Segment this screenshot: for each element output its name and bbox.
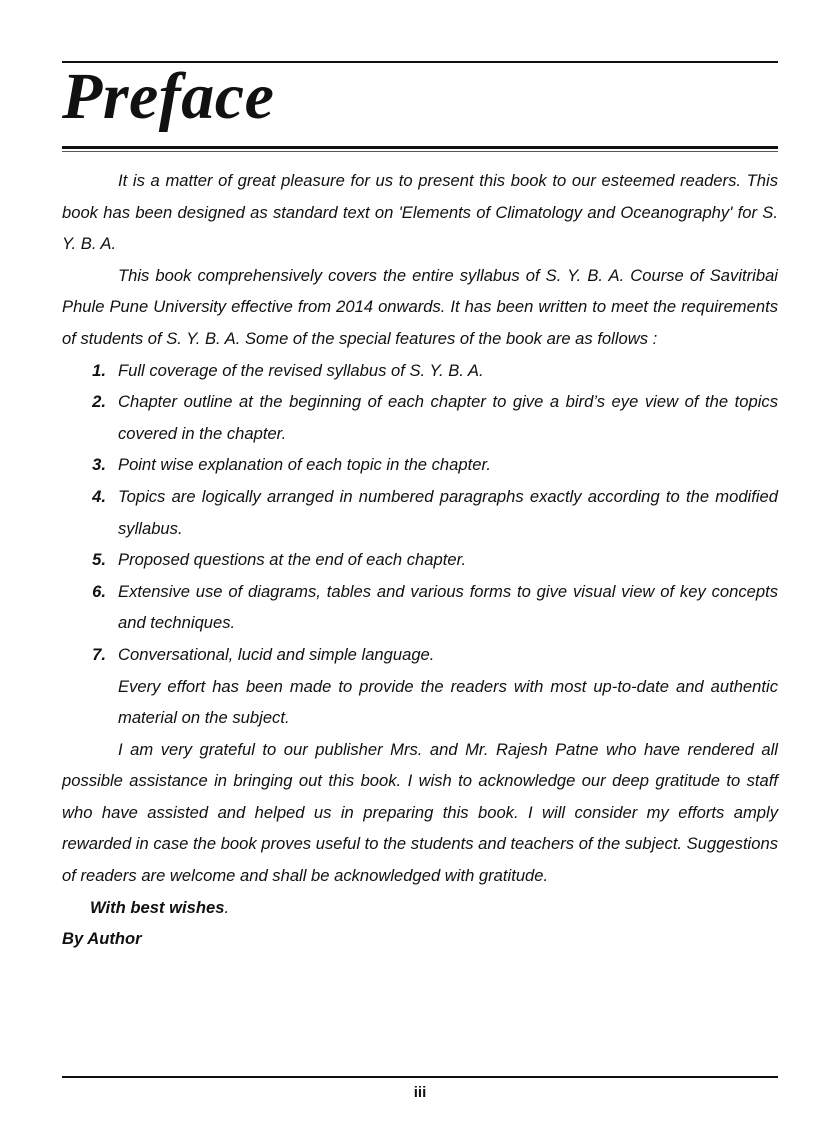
closing-line <box>62 892 778 924</box>
list-item <box>62 355 778 387</box>
thanks-paragraph: I am very grateful to our publisher Mrs. and Mr. Rajesh Patne who have rendered all possible assistance in bringing out this book. I wish to acknowledge our deep gratitude to staff who have assisted and helped us in preparing this book. I will consider my efforts amply rewarded in case the book proves useful to the students and teachers of the subject. Suggestions of readers are welcome and shall be acknowledged with gratitude. <box>62 739 778 886</box>
list-text: Chapter outline at the beginning of each chapter to give a bird’s eye view of the topics covered in the chapter. <box>118 392 778 443</box>
list-item <box>62 481 778 544</box>
list-number: 4. <box>92 486 106 506</box>
list-number: 5. <box>92 550 106 570</box>
page-number: iii <box>413 1084 427 1101</box>
effort-block <box>62 671 778 734</box>
list-item <box>62 544 778 576</box>
list-text: Full coverage of the revised syllabus of S. Y. B. A. <box>118 360 484 380</box>
list-text: Conversational, lucid and simple language. <box>118 644 435 664</box>
syllabus-paragraph: This book comprehensively covers the entire syllabus of S. Y. B. A. Course of Savitribai Phule Pune University effective from 2014 onwards. It has been written to meet the requirements of students of S. Y. B. A. Some of the special features of the book are as follows : <box>62 265 778 348</box>
closing-text: With best wishes <box>90 897 225 917</box>
footer-rule <box>62 1076 778 1078</box>
list-item <box>62 576 778 639</box>
list-text: Proposed questions at the end of each chapter. <box>118 550 467 570</box>
list-text: Topics are logically arranged in numbered paragraphs exactly according to the modified syllabus. <box>118 486 778 538</box>
closing-punct: . <box>224 897 230 917</box>
list-number: 2. <box>92 392 106 412</box>
list-item <box>62 386 778 449</box>
preface-body <box>62 165 778 955</box>
list-item <box>62 639 778 671</box>
list-item <box>62 449 778 481</box>
list-number: 7. <box>92 644 106 664</box>
title-double-rule <box>62 146 778 149</box>
signature: By Author <box>62 929 142 949</box>
list-number: 6. <box>92 581 106 601</box>
spacer <box>62 671 118 734</box>
list-text: Extensive use of diagrams, tables and various forms to give visual view of key concepts and techniques. <box>118 581 778 633</box>
title-double-rule-thin <box>62 151 778 152</box>
list-number: 3. <box>92 455 106 475</box>
page-title: Preface <box>62 60 275 133</box>
intro-paragraph: It is a matter of great pleasure for us to present this book to our esteemed readers. This book has been designed as standard text on 'Elements of Climatology and Oceanography' for S. Y. B. A. <box>62 171 778 254</box>
list-text: Point wise explanation of each topic in the chapter. <box>118 455 491 475</box>
effort-paragraph: Every effort has been made to provide the readers with most up-to-date and authentic material on the subject. <box>118 676 778 728</box>
features-list <box>62 355 778 671</box>
list-number: 1. <box>92 360 106 380</box>
